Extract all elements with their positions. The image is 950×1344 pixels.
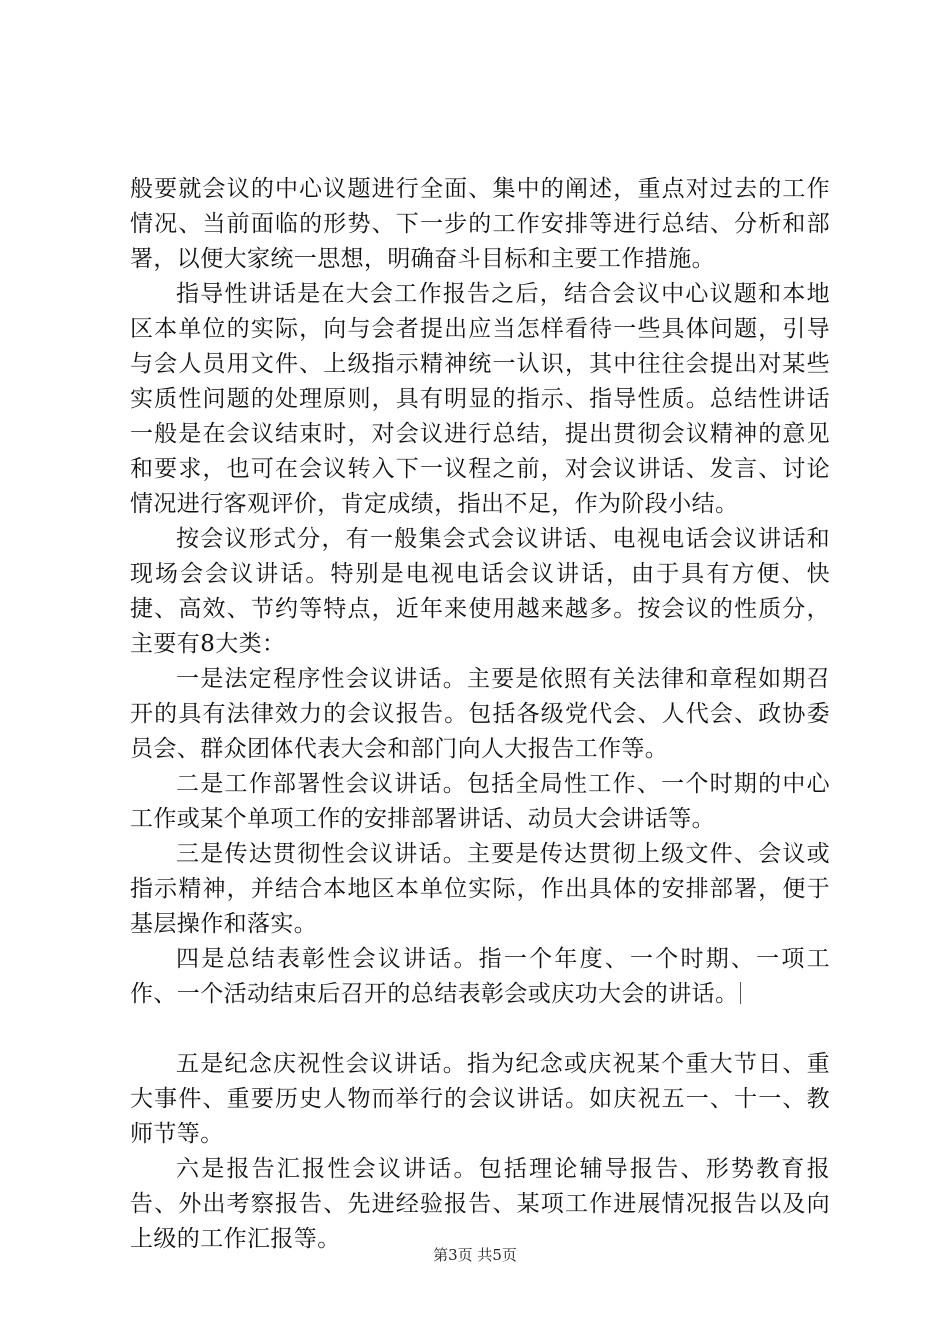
paragraph-type-2: 二是工作部署性会议讲话。包括全局性工作、一个时期的中心工作或某个单项工作的安排部署讲话、动员大会讲话等。 bbox=[130, 771, 830, 832]
paragraph-type-3: 三是传达贯彻性会议讲话。主要是传达贯彻上级文件、会议或指示精神，并结合本地区本单位实际，作出具体的安排部署，便于基层操作和落实。 bbox=[130, 841, 830, 937]
text-cursor bbox=[740, 982, 741, 1004]
blank-line bbox=[130, 1012, 830, 1047]
paragraph-guidance-speech: 指导性讲话是在大会工作报告之后，结合会议中心议题和本地区本单位的实际，向与会者提出应当怎样看待一些具体问题，引导与会人员用文件、上级指示精神统一认识，其中往往会提出对某些实质性问题的处理原则，具有明显的指示、指导性质。总结性讲话一般是在会议结束时，对会议进行总结，提出贯彻会议精神的意见和要求，也可在会议转入下一议程之前，对会议讲话、发言、讨论情况进行客观评价，肯定成绩，指出不足，作为阶段小结。 bbox=[130, 281, 830, 517]
page-number-footer: 第3页 共5页 bbox=[433, 1246, 517, 1264]
paragraph-continuation: 般要就会议的中心议题进行全面、集中的阐述，重点对过去的工作情况、当前面临的形势、下一步的工作安排等进行总结、分析和部署，以便大家统一思想，明确奋斗目标和主要工作措施。 bbox=[130, 176, 830, 272]
paragraph-type-4 bbox=[130, 942, 830, 1012]
paragraph-type-5: 五是纪念庆祝性会议讲话。指为纪念或庆祝某个重大节日、重大事件、重要历史人物而举行的会议讲话。如庆祝五一、十一、教师节等。 bbox=[130, 1051, 830, 1147]
paragraph-type-1: 一是法定程序性会议讲话。主要是依照有关法律和章程如期召开的具有法律效力的会议报告。包括各级党代会、人代会、政协委员会、群众团体代表大会和部门向人大报告工作等。 bbox=[130, 666, 830, 762]
paragraph-type-4-text: 四是总结表彰性会议讲话。指一个年度、一个时期、一项工作、一个活动结束后召开的总结表彰会或庆功大会的讲话。 bbox=[130, 946, 830, 1007]
paragraph-type-6: 六是报告汇报性会议讲话。包括理论辅导报告、形势教育报告、外出考察报告、先进经验报告、某项工作进展情况报告以及向上级的工作汇报等。 bbox=[130, 1156, 830, 1252]
paragraph-meeting-forms: 按会议形式分，有一般集会式会议讲话、电视电话会议讲话和现场会会议讲话。特别是电视电话会议讲话，由于具有方便、快捷、高效、节约等特点，近年来使用越来越多。按会议的性质分，主要有8大类： bbox=[130, 526, 830, 657]
document-body bbox=[130, 172, 830, 1257]
